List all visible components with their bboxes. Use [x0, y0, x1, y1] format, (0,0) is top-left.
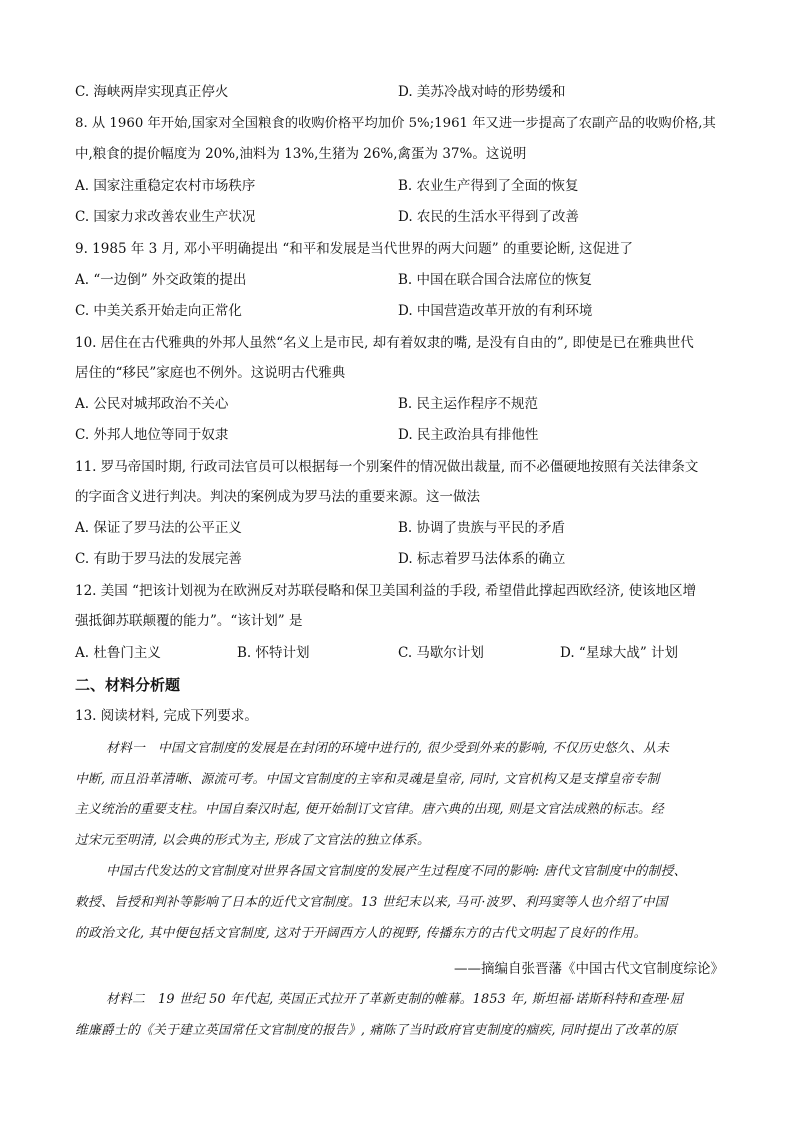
q11-option-d: D. 标志着罗马法体系的确立: [398, 551, 566, 567]
q12-option-c: C. 马歇尔计划: [398, 645, 484, 661]
q9-option-b: B. 中国在联合国合法席位的恢复: [398, 272, 593, 288]
material1-line1: 材料一 中国文官制度的发展是在封闭的环境中进行的, 很少受到外来的影响, 不仅历史悠久、从未: [106, 741, 669, 756]
q10-stem-line1: 10. 居住在古代雅典的外邦人虽然“名义上是市民, 却有着奴隶的嘴, 是没有自由的”, 即使是已在雅典世代: [75, 335, 694, 351]
material1-line4: 过宋元至明清, 以会典的形式为主, 形成了文官法的独立体系。: [75, 833, 430, 848]
q12-stem-line1: 12. 美国 “把该计划视为在欧洲反对苏联侵略和保卫美国利益的手段, 希望借此撑起西欧经济, 使该地区增: [75, 583, 697, 599]
q11-stem-line1: 11. 罗马帝国时期, 行政司法官员可以根据每一个别案件的情况做出裁量, 而不必僵硬地按照有关法律条文: [75, 459, 699, 475]
q10-option-a: A. 公民对城邦政治不关心: [75, 396, 229, 412]
q12-option-b: B. 怀特计划: [237, 645, 310, 661]
q7-option-d: D. 美苏冷战对峙的形势缓和: [398, 84, 566, 100]
material1-line5: 中国古代发达的文官制度对世界各国文官制度的发展产生过程度不同的影响: 唐代文官制度中的制授、: [106, 864, 687, 879]
q10-option-b: B. 民主运作程序不规范: [398, 396, 539, 412]
q9-option-a: A. “一边倒” 外交政策的提出: [75, 272, 247, 288]
q8-option-d: D. 农民的生活水平得到了改善: [398, 209, 579, 225]
q11-option-b: B. 协调了贵族与平民的矛盾: [398, 520, 566, 536]
material1-line2: 中断, 而且沿革清晰、源流可考。中国文官制度的主宰和灵魂是皇帝, 同时, 文官机构又是支撑皇帝专制: [75, 772, 660, 787]
material2-line2: 维廉爵士的《关于建立英国常任文官制度的报告》, 痛陈了当时政府官吏制度的痼疾, 同时提出了改革的原: [75, 1023, 677, 1038]
material1-source: ——摘编自张晋藩《中国古代文官制度综论》: [454, 961, 724, 977]
material2-line1: 材料二 19 世纪 50 年代起, 英国正式拉开了革新吏制的帷幕。1853 年, 斯坦福·诺斯科特和查理·屈: [106, 992, 684, 1007]
q11-option-c: C. 有助于罗马法的发展完善: [75, 551, 242, 567]
q7-option-c: C. 海峡两岸实现真正停火: [75, 84, 229, 100]
q12-stem-line2: 强抵御苏联颠覆的能力”。“该计划” 是: [75, 613, 303, 629]
q8-option-c: C. 国家力求改善农业生产状况: [75, 209, 256, 225]
q9-option-c: C. 中美关系开始走向正常化: [75, 303, 242, 319]
q12-option-d: D. “星球大战” 计划: [560, 645, 679, 661]
material1-line6: 敕授、旨授和判补等影响了日本的近代文官制度。13 世纪末以来, 马可·波罗、利玛窦等人也介绍了中国: [75, 895, 668, 910]
q10-stem-line2: 居住的“移民”家庭也不例外。这说明古代雅典: [75, 365, 346, 381]
q12-option-a: A. 杜鲁门主义: [75, 645, 161, 661]
q8-option-a: A. 国家注重稳定农村市场秩序: [75, 178, 256, 194]
section-heading: 二、材料分析题: [75, 676, 181, 694]
q9-stem-line1: 9. 1985 年 3 月, 邓小平明确提出 “和平和发展是当代世界的两大问题” 的重要论断, 这促进了: [75, 241, 634, 257]
q8-stem-line2: 中,粮食的提价幅度为 20%,油料为 13%,生猪为 26%,禽蛋为 37%。这说明: [75, 146, 527, 162]
q9-option-d: D. 中国营造改革开放的有利环境: [398, 303, 593, 319]
q10-option-c: C. 外邦人地位等同于奴隶: [75, 427, 229, 443]
q11-stem-line2: 的字面含义进行判决。判决的案例成为罗马法的重要来源。这一做法: [75, 489, 480, 505]
q13-stem: 13. 阅读材料, 完成下列要求。: [75, 708, 258, 724]
q8-stem-line1: 8. 从 1960 年开始,国家对全国粮食的收购价格平均加价 5%;1961 年又进一步提高了农副产品的收购价格,其: [75, 116, 716, 131]
q10-option-d: D. 民主政治具有排他性: [398, 427, 539, 443]
material1-line7: 的政治文化, 其中便包括文官制度, 这对于开阔西方人的视野, 传播东方的古代文明起了良好的作用。: [75, 926, 647, 941]
q11-option-a: A. 保证了罗马法的公平正义: [75, 520, 242, 536]
q8-option-b: B. 农业生产得到了全面的恢复: [398, 178, 579, 194]
material1-line3: 主义统治的重要支柱。中国自秦汉时起, 便开始制订文官律。唐六典的出现, 则是文官法成熟的标志。经: [75, 802, 664, 817]
